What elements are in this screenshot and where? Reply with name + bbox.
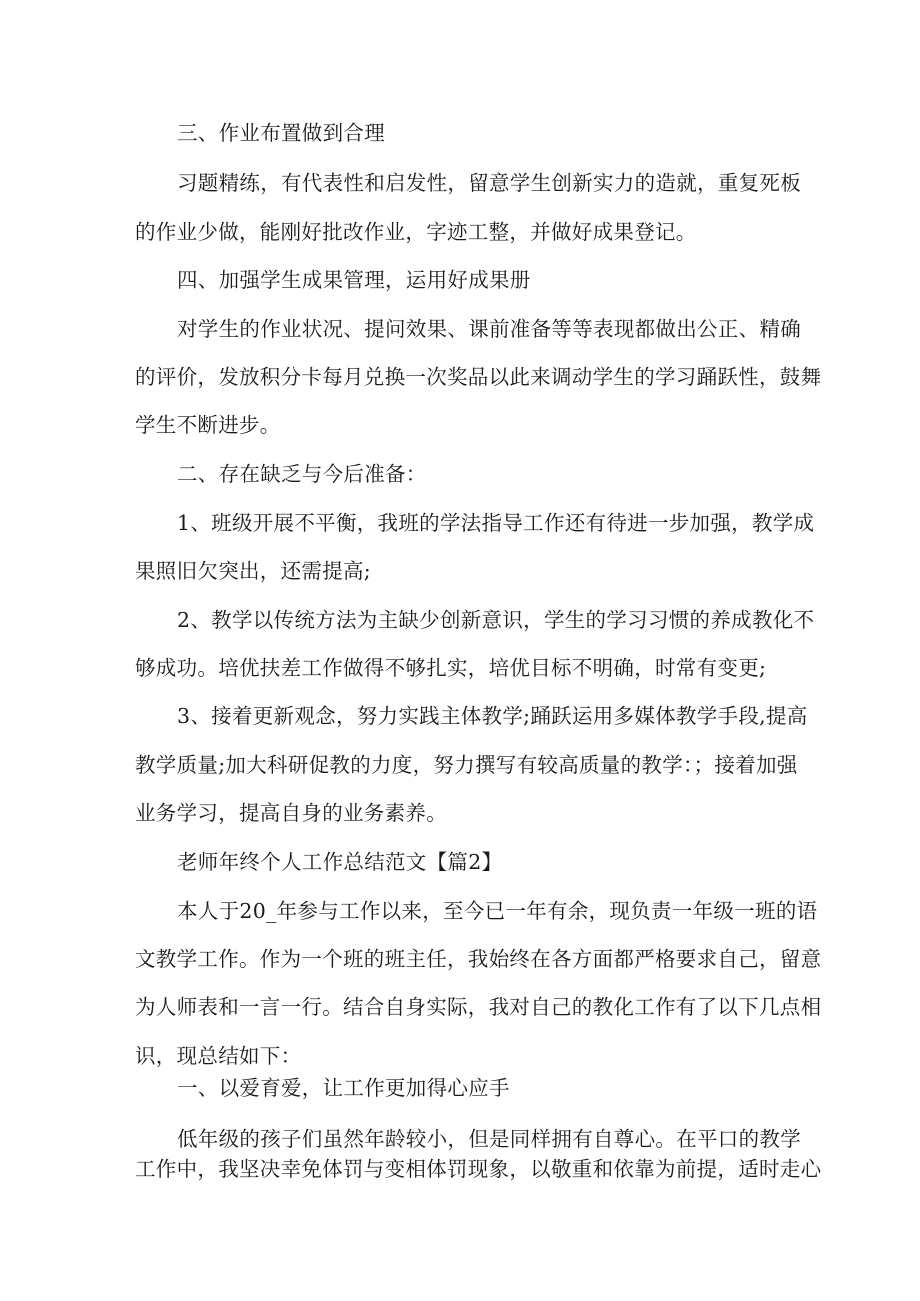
list-item-line: 业务学习，提高自身的业务素养。 [135, 801, 447, 825]
paragraph-line: 的评价，发放积分卡每月兑换一次奖品以此来调动学生的学习踊跃性，鼓舞 [135, 365, 822, 389]
list-item-line: 够成功。培优扶差工作做得不够扎实，培优目标不明确，时常有变更; [135, 656, 767, 680]
paragraph-line: 对学生的作业状况、提问效果、课前准备等等表现都做出公正、精确 [177, 317, 801, 341]
paragraph-line: 识，现总结如下： [135, 1044, 302, 1068]
list-item-line: 果照旧欠突出，还需提高; [135, 559, 372, 583]
heading-love: 一、以爱育爱，让工作更加得心应手 [177, 1076, 510, 1100]
heading-shortcomings: 二、存在缺乏与今后准备： [177, 462, 427, 486]
heading-grades: 四、加强学生成果管理，运用好成果册 [177, 268, 531, 292]
list-item-line: 2、教学以传统方法为主缺少创新意识，学生的学习习惯的养成教化不 [177, 608, 815, 632]
list-item-line: 教学质量;加大科研促教的力度，努力撰写有较高质量的教学：；接着加强 [135, 753, 798, 777]
paragraph-line: 的作业少做，能刚好批改作业，字迹工整，并做好成果登记。 [135, 220, 697, 244]
paragraph-line: 文教学工作。作为一个班的班主任，我始终在各方面都严格要求自己，留意 [135, 947, 822, 971]
paragraph-line: 低年级的孩子们虽然年龄较小，但是同样拥有自尊心。在平口的教学 [177, 1127, 801, 1151]
paragraph-line: 为人师表和一言一行。结合自身实际，我对自己的教化工作有了以下几点相 [135, 995, 822, 1019]
section-title-part2: 老师年终个人工作总结范文【篇2】 [177, 850, 503, 874]
heading-homework: 三、作业布置做到合理 [177, 121, 385, 145]
list-item-line: 3、接着更新观念，努力实践主体教学;踊跃运用多媒体教学手段,提高 [177, 704, 808, 728]
paragraph-line: 工作中，我坚决幸免体罚与变相体罚现象，以敬重和依靠为前提，适时走心 [135, 1157, 822, 1181]
list-item-line: 1、班级开展不平衡，我班的学法指导工作还有待进一步加强，教学成 [177, 511, 815, 535]
paragraph-line: 习题精练，有代表性和启发性，留意学生创新实力的造就，重复死板 [177, 171, 801, 195]
paragraph-line: 学生不断进步。 [135, 413, 281, 437]
paragraph-line: 本人于20_年参与工作以来，至今已一年有余，现负责一年级一班的语 [177, 899, 818, 923]
